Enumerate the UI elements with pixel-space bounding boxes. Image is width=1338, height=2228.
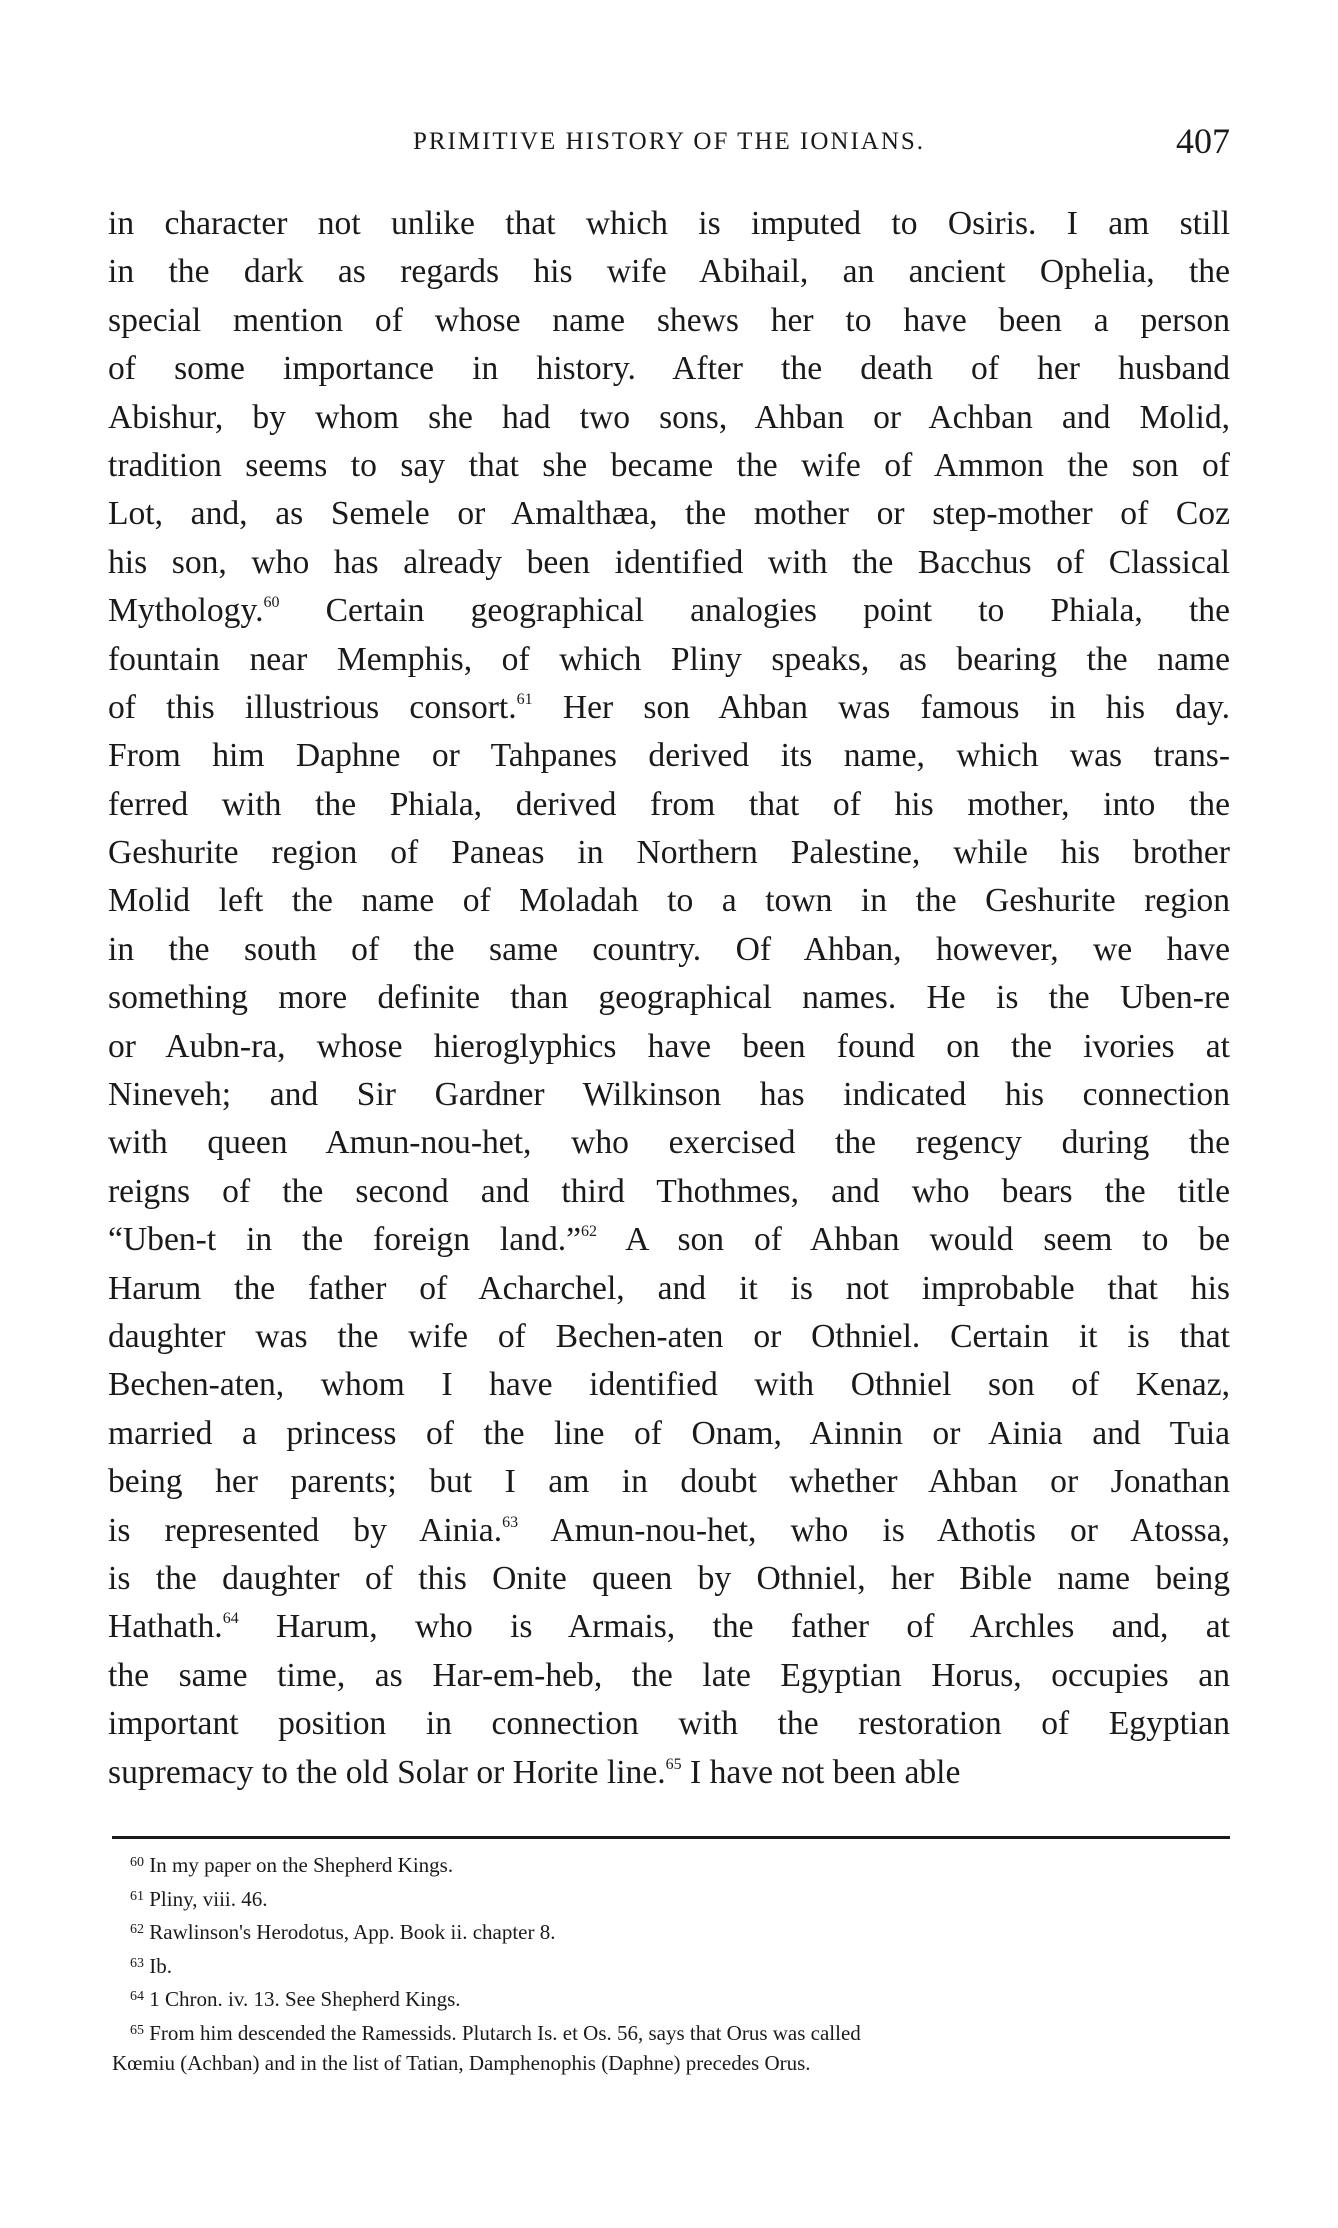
footnote-60: $^{60}$ In my paper on the Shepherd Kings.	[130, 1853, 454, 1877]
text-line: of this illustrious consort.$^{61}$ Her son Ahban was famous in his day.	[108, 688, 1230, 726]
footnote-ref-61: 61	[516, 690, 533, 708]
text-line: something more definite than geographical names. He is the Uben-re	[108, 979, 1230, 1017]
footnote-mark: 63	[130, 1955, 144, 1971]
footnote-62: $^{62}$ Rawlinson's Herodotus, App. Book ii. chapter 8.	[130, 1920, 556, 1944]
text-line: ferred with the Phiala, derived from that of his mother, into the	[108, 785, 1230, 823]
text-line: daughter was the wife of Bechen-aten or Othniel. Certain it is that	[108, 1317, 1230, 1355]
text-line: is the daughter of this Onite queen by Othniel, her Bible name being	[108, 1559, 1230, 1597]
text-line: Nineveh; and Sir Gardner Wilkinson has indicated his connection	[108, 1076, 1230, 1114]
text-line: Abishur, by whom she had two sons, Ahban or Achban and Molid,	[108, 398, 1230, 436]
footnote-mark: 60	[130, 1855, 144, 1870]
text-line: the same time, as Har-em-heb, the late Egyptian Horus, occupies an	[108, 1656, 1230, 1694]
footnote-mark: 64	[130, 1989, 144, 2004]
text-line: with queen Amun-nou-het, who exercised the regency during the	[108, 1124, 1230, 1162]
footnote-ref-63: 63	[502, 1513, 519, 1531]
text-line: Geshurite region of Paneas in Northern Palestine, while his brother	[108, 834, 1230, 872]
footnote-65: $^{65}$ From him descended the Ramessids. Plutarch Is. et Os. 56, says that Orus was called	[130, 2020, 861, 2045]
footnote-65-continued: Kœmiu (Achban) and in the list of Tatian, Damphenophis (Daphne) precedes Orus.	[112, 2051, 811, 2075]
text-line: in the dark as regards his wife Abihail, an ancient Ophelia, the	[108, 253, 1230, 291]
footnote-ref-65: 65	[665, 1755, 682, 1773]
footnote-mark: 65	[130, 2022, 144, 2038]
text-line: in the south of the same country. Of Ahban, however, we have	[108, 930, 1230, 968]
text-line: important position in connection with the restoration of Egyptian	[108, 1705, 1230, 1743]
text-line: is represented by Ainia.$^{63}$ Amun-nou-het, who is Athotis or Atossa,	[108, 1511, 1230, 1549]
footnote-61: $^{61}$ Pliny, viii. 46.	[130, 1886, 268, 1911]
text-line: tradition seems to say that she became the wife of Ammon the son of	[108, 446, 1230, 484]
footnote-mark: 61	[130, 1888, 144, 1904]
text-line: Lot, and, as Semele or Amalthæa, the mother or step-mother of Coz	[108, 495, 1230, 533]
text-line: supremacy to the old Solar or Horite line.$^{65}$ I have not been able	[108, 1753, 961, 1791]
text-line: “Uben-t in the foreign land.”$^{62}$ A son of Ahban would seem to be	[108, 1221, 1230, 1259]
footnote-ref-64: 64	[222, 1610, 239, 1628]
text-line: married a princess of the line of Onam, Ainnin or Ainia and Tuia	[108, 1414, 1230, 1452]
body-text	[108, 200, 1230, 1797]
text-line: Harum the father of Acharchel, and it is not improbable that his	[108, 1269, 1230, 1307]
footnotes	[112, 1846, 1230, 2081]
page-number: 407	[1176, 121, 1230, 161]
footnote-63: $^{63}$ Ib.	[130, 1953, 172, 1978]
footnote-ref-60: 60	[263, 594, 280, 612]
running-title: PRIMITIVE HISTORY OF THE IONIANS.	[412, 128, 926, 155]
text-line: of some importance in history. After the death of her husband	[108, 350, 1230, 388]
text-line: reigns of the second and third Thothmes, and who bears the title	[108, 1172, 1230, 1210]
text-line: fountain near Memphis, of which Pliny speaks, as bearing the name	[108, 640, 1230, 678]
text-line: Mythology.$^{60}$ Certain geographical analogies point to Phiala, the	[108, 592, 1230, 630]
text-line: Hathath.$^{64}$ Harum, who is Armais, the father of Archles and, at	[108, 1608, 1230, 1646]
footnote-rule	[112, 1836, 1230, 1839]
text-line: being her parents; but I am in doubt whether Ahban or Jonathan	[108, 1463, 1230, 1501]
footnote-ref-62: 62	[581, 1223, 598, 1241]
running-head	[108, 121, 1230, 168]
text-line: in character not unlike that which is imputed to Osiris. I am still	[108, 205, 1230, 242]
text-line: From him Daphne or Tahpanes derived its name, which was trans-	[108, 737, 1230, 775]
footnote-64: $^{64}$ 1 Chron. iv. 13. See Shepherd Kings.	[130, 1987, 461, 2011]
text-line: or Aubn-ra, whose hieroglyphics have been found on the ivories at	[108, 1027, 1230, 1065]
text-line: special mention of whose name shews her to have been a person	[108, 301, 1230, 339]
text-line: Molid left the name of Moladah to a town in the Geshurite region	[108, 882, 1230, 920]
text-line: his son, who has already been identified with the Bacchus of Classical	[108, 543, 1230, 581]
text-line: Bechen-aten, whom I have identified with Othniel son of Kenaz,	[108, 1366, 1230, 1404]
footnote-mark: 62	[130, 1922, 144, 1937]
